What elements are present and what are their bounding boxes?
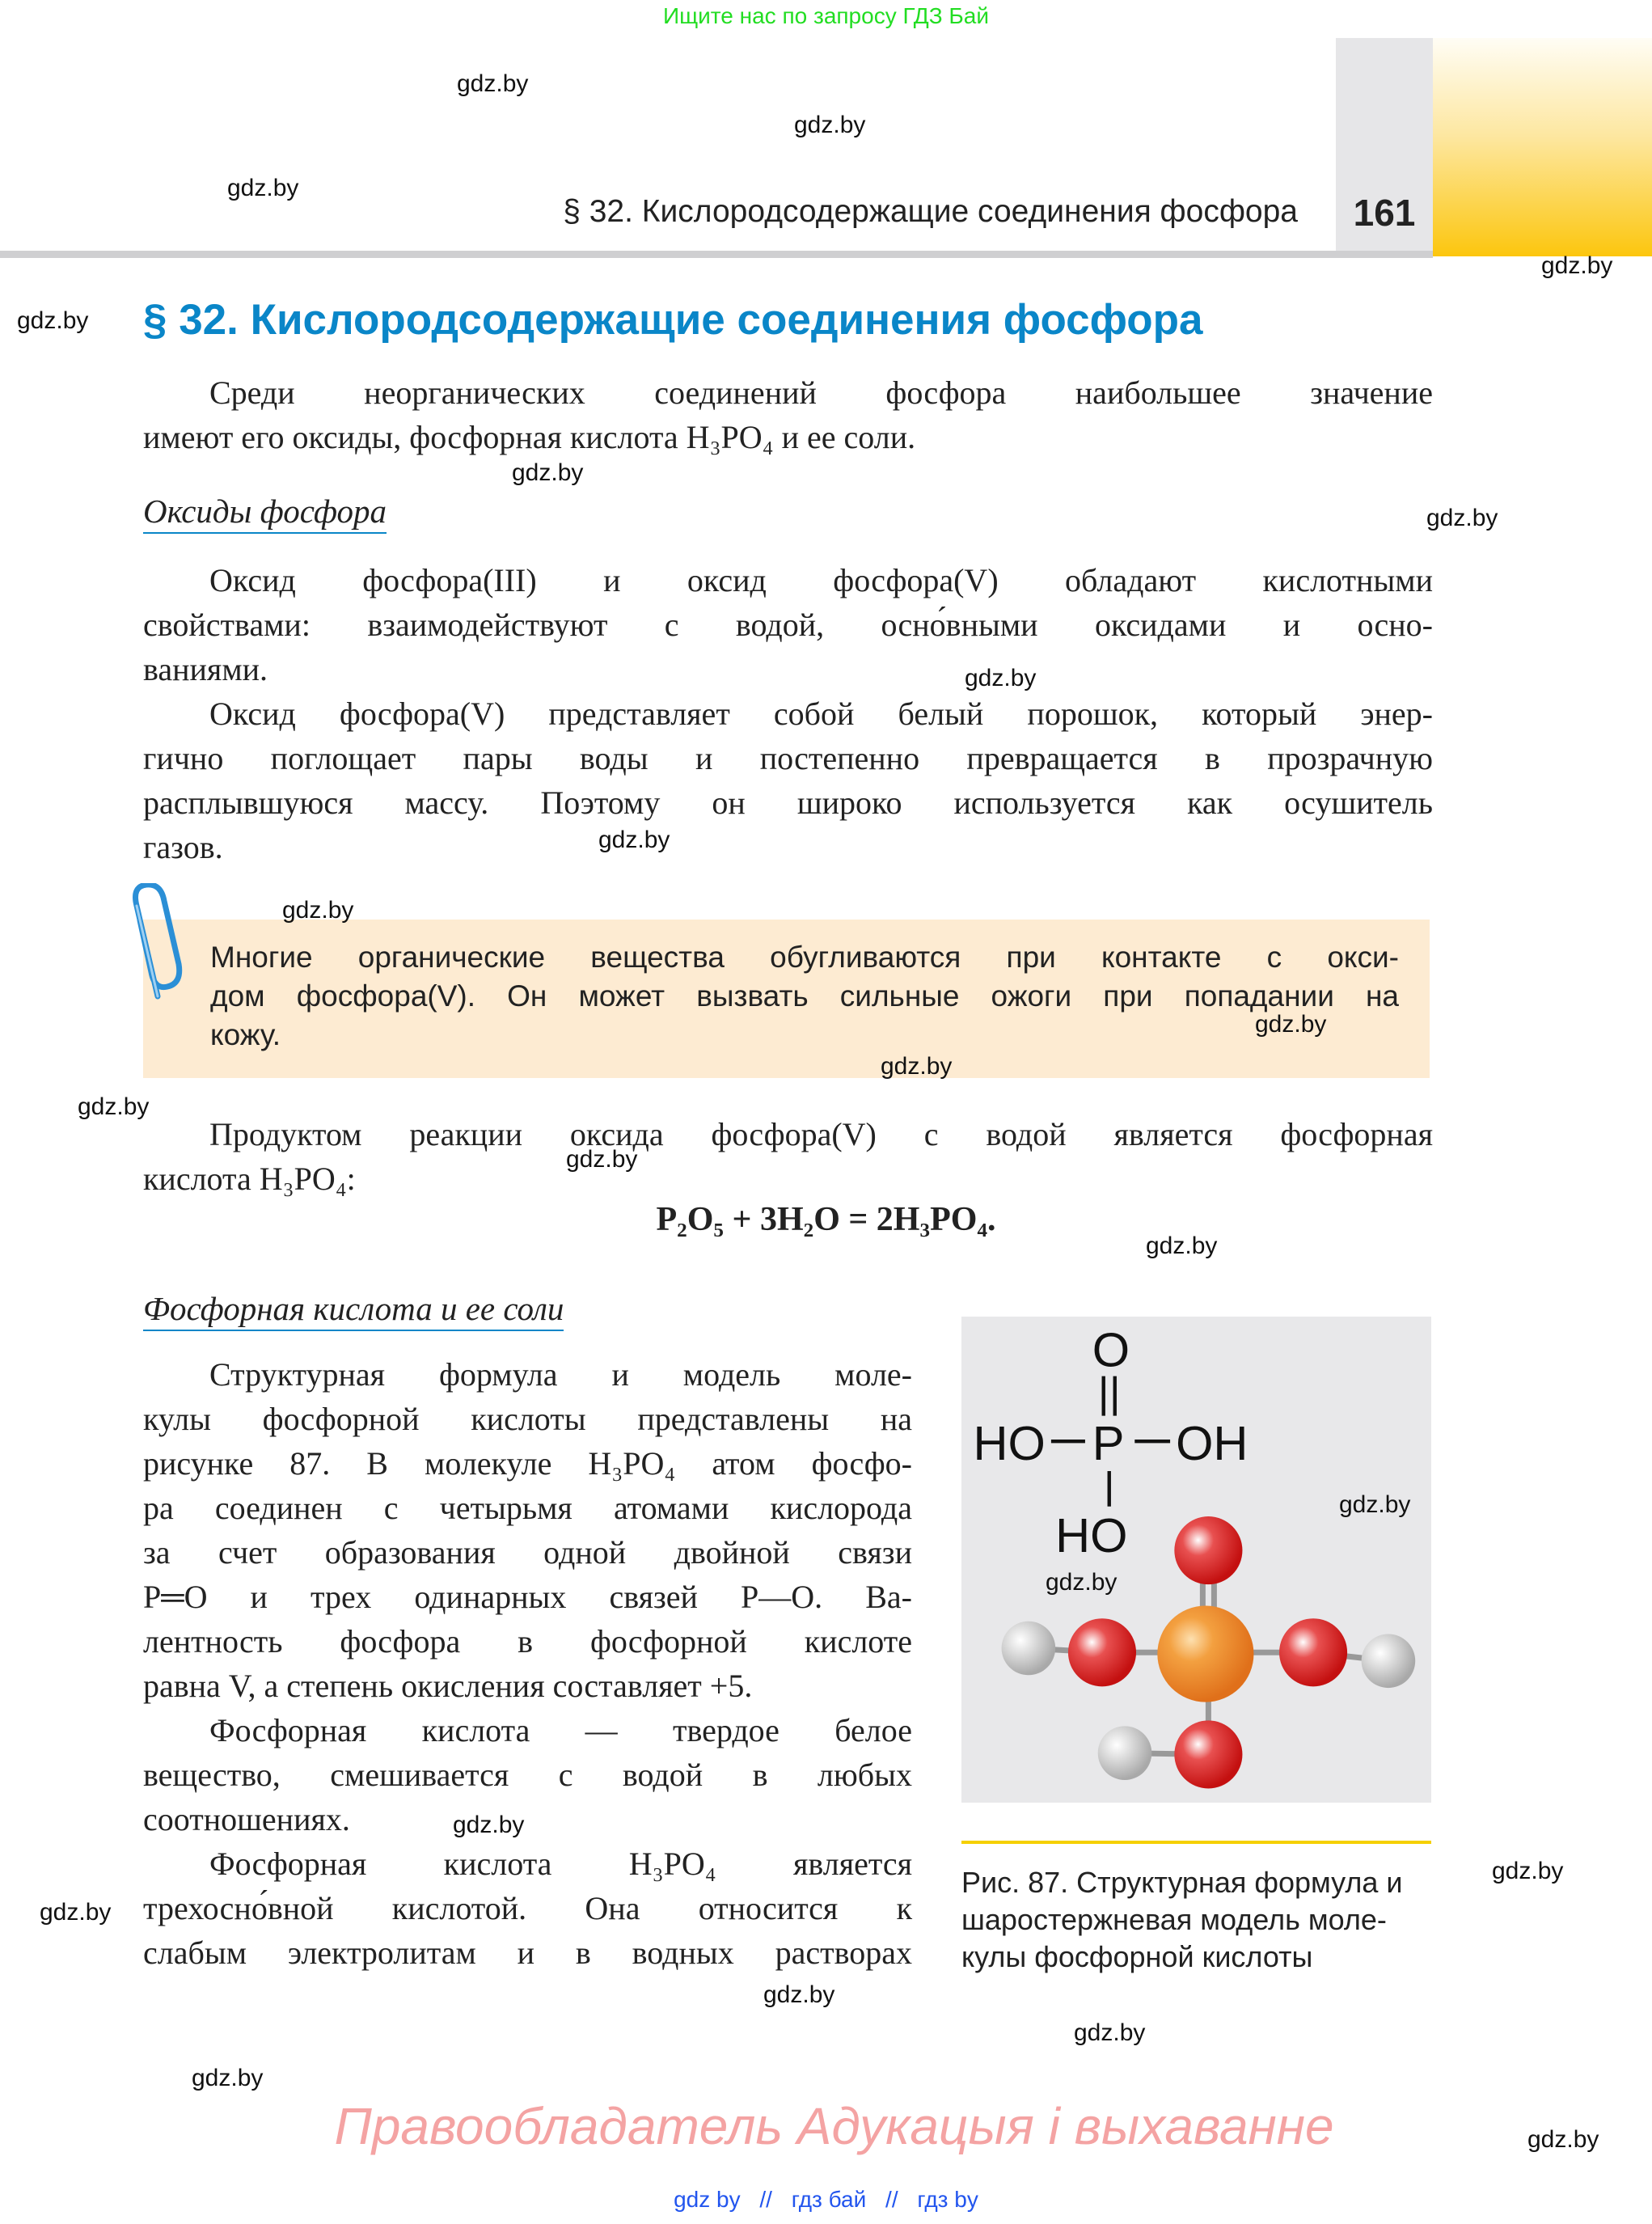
text-line: Фосфорная кислота H₃PO₄ является	[209, 1846, 912, 1882]
text-line: Оксид фосфора(III) и оксид фосфора(V) обладают кислотными	[209, 562, 1433, 598]
watermark: gdz.by	[566, 1146, 638, 1173]
atom-h-left	[1002, 1621, 1056, 1676]
text-line: Среди неорганических соединений фосфора наибольшее значение	[209, 374, 1433, 411]
subheading-oxides: Оксиды фосфора	[143, 492, 387, 534]
search-hint-banner: Ищите нас по запросу ГДЗ Бай	[662, 3, 990, 28]
text-line: кулы фосфорной кислоты представлены на	[143, 1401, 912, 1437]
text-line: ра соединен с четырьмя атомами кислорода	[143, 1490, 912, 1526]
separator: //	[885, 2187, 898, 2212]
watermark: gdz.by	[1426, 505, 1498, 531]
text-line: рисунке 87. В молекуле H₃PO₄ атом фосфо-	[143, 1445, 912, 1482]
watermark: gdz.by	[1492, 1858, 1564, 1884]
properties-paragraph	[143, 1708, 912, 1841]
atom-o-left	[1068, 1618, 1136, 1686]
atom-h-right	[1362, 1634, 1416, 1688]
link-gdz-by-alt[interactable]: гдз by	[917, 2187, 978, 2212]
watermark: gdz.by	[1046, 1569, 1118, 1596]
figure-caption	[961, 1864, 1463, 1976]
atom-h-bottom	[1098, 1726, 1152, 1780]
text-line: равна V, а степень окисления составляет +5.	[143, 1668, 753, 1704]
figure-caption-rule	[961, 1841, 1431, 1844]
text-line: дом фосфора(V). Он может вызвать сильные ожоги при попадании на	[210, 979, 1399, 1013]
reaction-equation: P₂O₅ + 3H₂O = 2H₃PO₄.	[656, 1201, 996, 1238]
watermark: gdz.by	[763, 1981, 835, 2008]
watermark: gdz.by	[512, 459, 584, 486]
caption-line: Рис. 87. Структурная формула и	[961, 1866, 1403, 1899]
watermark: gdz.by	[17, 307, 89, 334]
link-gdz-bai[interactable]: гдз бай	[791, 2187, 867, 2212]
atom-o-right	[1279, 1618, 1347, 1686]
paperclip-icon	[125, 883, 184, 1004]
watermark: gdz.by	[1339, 1491, 1411, 1518]
label-ho-left: HO	[973, 1415, 1046, 1470]
atom-o-bottom	[1174, 1720, 1242, 1788]
header-divider	[0, 251, 1433, 258]
watermark: gdz.by	[1527, 2126, 1599, 2153]
watermark: gdz.by	[1541, 252, 1613, 279]
text-line: гично поглощает пары воды и постепенно превращается в прозрачную	[143, 740, 1433, 776]
text-line: лентность фосфора в фосфорной кислоте	[143, 1623, 912, 1660]
text-line: расплывшуюся массу. Поэтому он широко используется как осушитель	[143, 784, 1433, 821]
atom-o-top	[1174, 1516, 1242, 1584]
text-line: кожу.	[210, 1018, 281, 1051]
running-head: § 32. Кислородсодержащие соединения фосфора	[563, 194, 1298, 229]
structure-paragraph	[143, 1352, 912, 1708]
watermark: gdz.by	[282, 897, 354, 924]
watermark: gdz.by	[453, 1812, 525, 1838]
text-line: Фосфорная кислота — твердое белое	[209, 1712, 912, 1748]
section-title: § 32. Кислородсодержащие соединения фосфора	[143, 296, 1203, 344]
text-line: P═O и трех одинарных связей P—O. Ва-	[143, 1579, 912, 1615]
watermark: gdz.by	[40, 1899, 112, 1926]
caption-line: шаростержневая модель моле-	[961, 1903, 1387, 1936]
intro-paragraph	[143, 370, 1433, 459]
text-line: слабым электролитам и в водных растворах	[143, 1934, 912, 1971]
text-line: газов.	[143, 829, 223, 865]
caption-line: кулы фосфорной кислоты	[961, 1940, 1313, 1973]
watermark: gdz.by	[598, 827, 670, 853]
watermark: gdz.by	[1255, 1011, 1327, 1038]
header-accent	[1433, 38, 1652, 256]
tribasic-paragraph	[143, 1841, 912, 1975]
watermark: gdz.by	[227, 175, 299, 201]
label-oh-right: OH	[1176, 1415, 1249, 1470]
watermark: gdz.by	[881, 1053, 953, 1080]
text-line: свойствами: взаимодействуют с водой, осно́вными оксидами и осно-	[143, 607, 1433, 643]
watermark: gdz.by	[78, 1093, 150, 1120]
oxides-paragraph	[143, 558, 1433, 691]
watermark: gdz.by	[192, 2065, 264, 2091]
text-line: вещество, смешивается с водой в любых	[143, 1757, 912, 1793]
copyright-notice: Правообладатель Адукацыя і выхаванне	[334, 2097, 1334, 2155]
text-line: соотношениях.	[143, 1801, 350, 1837]
watermark: gdz.by	[1074, 2019, 1146, 2046]
watermark: gdz.by	[457, 70, 529, 97]
text-line: имеют его оксиды, фосфорная кислота H₃PO₄ и ее соли.	[143, 419, 916, 455]
text-line: кислота H₃PO₄:	[143, 1161, 356, 1197]
atom-p	[1157, 1605, 1253, 1702]
note-text	[210, 938, 1399, 1055]
label-ho-bottom: HO	[1055, 1507, 1128, 1562]
phosphoric-acid-diagram	[961, 1317, 1431, 1803]
separator: //	[759, 2187, 772, 2212]
reaction-paragraph	[143, 1112, 1433, 1201]
watermark: gdz.by	[965, 665, 1037, 691]
text-line: Оксид фосфора(V) представляет собой белый порошок, который энер-	[209, 696, 1433, 732]
watermark: gdz.by	[1146, 1233, 1218, 1259]
text-line: Многие органические вещества обугливаются при контакте с окси-	[210, 941, 1399, 974]
watermark: gdz.by	[794, 112, 866, 138]
text-line: Продуктом реакции оксида фосфора(V) с водой является фосфорная	[209, 1116, 1433, 1152]
label-p: P	[1092, 1415, 1125, 1470]
label-o-top: O	[1092, 1322, 1130, 1377]
link-gdz-by[interactable]: gdz by	[674, 2187, 741, 2212]
page-number: 161	[1353, 192, 1416, 234]
text-line: ваниями.	[143, 651, 268, 687]
subheading-phosphoric-acid: Фосфорная кислота и ее соли	[143, 1289, 564, 1331]
text-line: Структурная формула и модель моле-	[209, 1356, 912, 1393]
text-line: трехосно́вной кислотой. Она относится к	[143, 1890, 912, 1926]
figure-87	[961, 1317, 1431, 1803]
bottom-links	[0, 2187, 1652, 2213]
p2o5-paragraph	[143, 691, 1433, 869]
text-line: за счет образования одной двойной связи	[143, 1534, 912, 1571]
